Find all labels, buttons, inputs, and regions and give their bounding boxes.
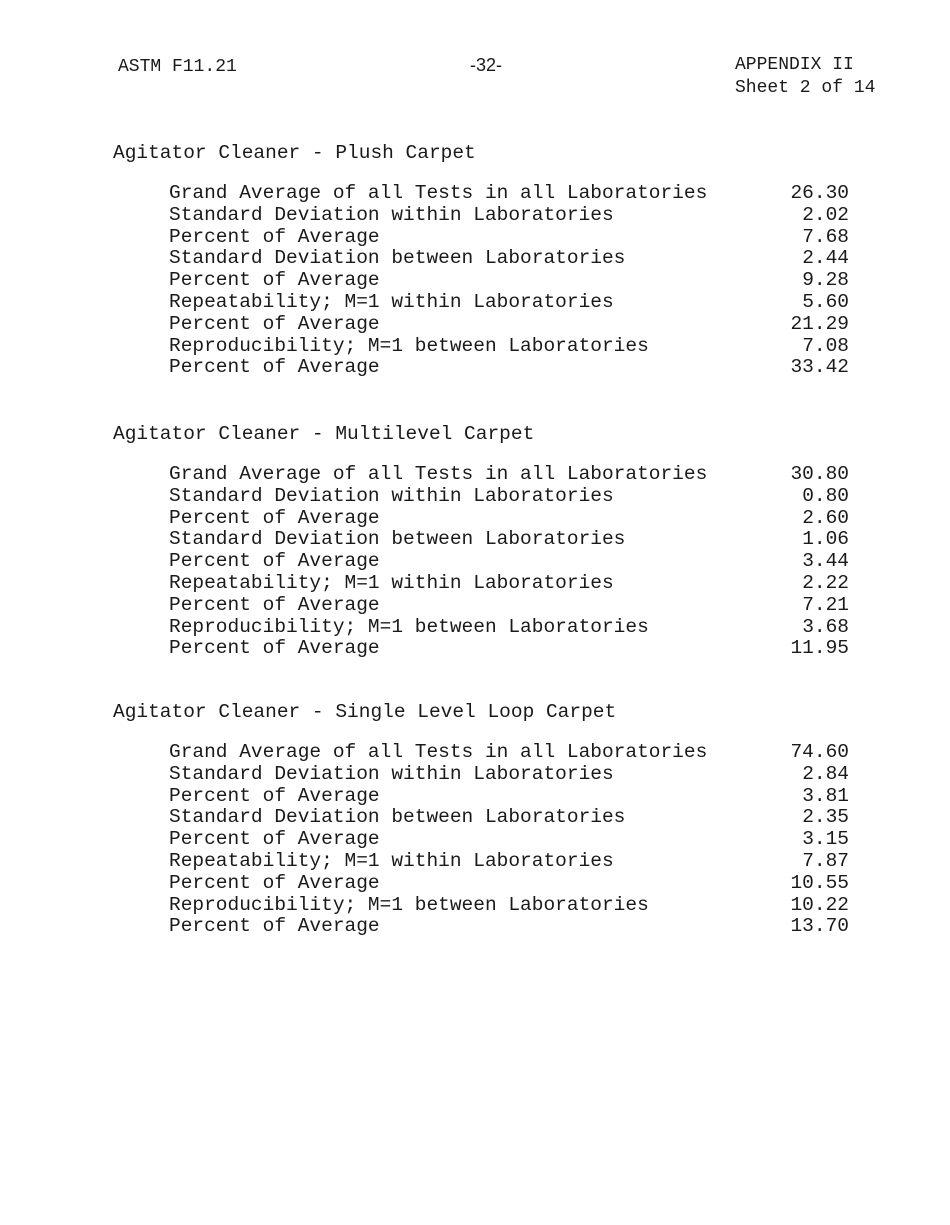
stat-row xyxy=(169,183,849,205)
stat-label: Percent of Average xyxy=(169,269,380,292)
stat-label: Standard Deviation within Laboratories xyxy=(169,203,614,226)
stat-row xyxy=(169,638,849,660)
page-number: -32- xyxy=(470,55,503,75)
stat-value: 7.08 xyxy=(802,334,849,357)
stat-row xyxy=(169,292,849,314)
stat-row xyxy=(169,486,849,508)
stat-value: 1.06 xyxy=(802,528,849,551)
stat-value: 0.80 xyxy=(802,484,849,507)
stat-value: 5.60 xyxy=(802,290,849,313)
stat-label: Grand Average of all Tests in all Laboratories xyxy=(169,182,708,204)
stat-value: 7.87 xyxy=(802,849,849,872)
document-code: ASTM F11.21 xyxy=(118,57,237,77)
stat-row xyxy=(169,895,849,917)
section-title: Agitator Cleaner - Single Level Loop Carpet xyxy=(113,701,617,723)
stat-row xyxy=(169,742,849,764)
stat-row xyxy=(169,764,849,786)
stat-label: Percent of Average xyxy=(169,637,380,660)
stat-row xyxy=(169,464,849,486)
stat-value: 21.29 xyxy=(790,312,849,335)
sheet-label: Sheet 2 of 14 xyxy=(735,78,876,98)
stat-row xyxy=(169,529,849,551)
section-single-level-loop-carpet xyxy=(113,700,849,938)
stat-value: 33.42 xyxy=(790,356,849,379)
stat-value: 7.68 xyxy=(802,225,849,248)
stat-row xyxy=(169,786,849,808)
stat-row xyxy=(169,270,849,292)
stat-label: Percent of Average xyxy=(169,312,380,335)
stat-label: Standard Deviation between Laboratories xyxy=(169,528,626,551)
stat-row xyxy=(169,829,849,851)
stat-value: 2.60 xyxy=(802,506,849,529)
section-plush-carpet xyxy=(113,141,849,379)
stat-row xyxy=(169,851,849,873)
stat-label: Percent of Average xyxy=(169,915,380,938)
stat-value: 26.30 xyxy=(790,182,849,204)
stat-label: Reproducibility; M=1 between Laboratories xyxy=(169,893,649,916)
stats-list xyxy=(169,464,849,660)
stat-label: Repeatability; M=1 within Laboratories xyxy=(169,849,614,872)
stat-value: 9.28 xyxy=(802,269,849,292)
stat-label: Percent of Average xyxy=(169,506,380,529)
stat-row xyxy=(169,508,849,530)
stat-value: 2.22 xyxy=(802,571,849,594)
stat-value: 2.84 xyxy=(802,762,849,785)
appendix-header xyxy=(735,54,875,100)
stat-value: 3.81 xyxy=(802,784,849,807)
stat-label: Repeatability; M=1 within Laboratories xyxy=(169,571,614,594)
stat-value: 2.44 xyxy=(802,247,849,270)
stat-label: Reproducibility; M=1 between Laboratories xyxy=(169,615,649,638)
stat-value: 2.02 xyxy=(802,203,849,226)
stat-row xyxy=(169,227,849,249)
section-title: Agitator Cleaner - Multilevel Carpet xyxy=(113,423,535,445)
stat-row xyxy=(169,551,849,573)
stat-value: 3.15 xyxy=(802,828,849,851)
stat-label: Standard Deviation between Laboratories xyxy=(169,806,626,829)
stat-value: 13.70 xyxy=(790,915,849,938)
stat-value: 11.95 xyxy=(790,637,849,660)
stat-value: 7.21 xyxy=(802,593,849,616)
stat-label: Percent of Average xyxy=(169,828,380,851)
stat-label: Reproducibility; M=1 between Laboratories xyxy=(169,334,649,357)
stat-value: 10.55 xyxy=(790,871,849,894)
stat-row xyxy=(169,314,849,336)
stat-label: Percent of Average xyxy=(169,550,380,573)
stat-label: Percent of Average xyxy=(169,871,380,894)
stat-row xyxy=(169,916,849,938)
section-title: Agitator Cleaner - Plush Carpet xyxy=(113,142,476,164)
stat-label: Standard Deviation within Laboratories xyxy=(169,484,614,507)
stat-value: 30.80 xyxy=(790,463,849,485)
stat-value: 10.22 xyxy=(790,893,849,916)
stat-row xyxy=(169,205,849,227)
stat-label: Grand Average of all Tests in all Laboratories xyxy=(169,463,708,485)
stat-value: 2.35 xyxy=(802,806,849,829)
stat-row xyxy=(169,873,849,895)
stats-list xyxy=(169,742,849,938)
stat-label: Repeatability; M=1 within Laboratories xyxy=(169,290,614,313)
stat-label: Standard Deviation within Laboratories xyxy=(169,762,614,785)
stat-row xyxy=(169,807,849,829)
stat-row xyxy=(169,595,849,617)
stat-row xyxy=(169,617,849,639)
stat-value: 3.44 xyxy=(802,550,849,573)
stat-value: 74.60 xyxy=(790,741,849,763)
stat-row xyxy=(169,573,849,595)
stat-row xyxy=(169,357,849,379)
stat-label: Percent of Average xyxy=(169,784,380,807)
stats-list xyxy=(169,183,849,379)
stat-label: Percent of Average xyxy=(169,225,380,248)
stat-row xyxy=(169,248,849,270)
stat-label: Standard Deviation between Laboratories xyxy=(169,247,626,270)
stat-label: Percent of Average xyxy=(169,593,380,616)
section-multilevel-carpet xyxy=(113,422,849,660)
stat-row xyxy=(169,336,849,358)
stat-value: 3.68 xyxy=(802,615,849,638)
appendix-label: APPENDIX II xyxy=(735,55,854,75)
stat-label: Percent of Average xyxy=(169,356,380,379)
stat-label: Grand Average of all Tests in all Laboratories xyxy=(169,741,708,763)
